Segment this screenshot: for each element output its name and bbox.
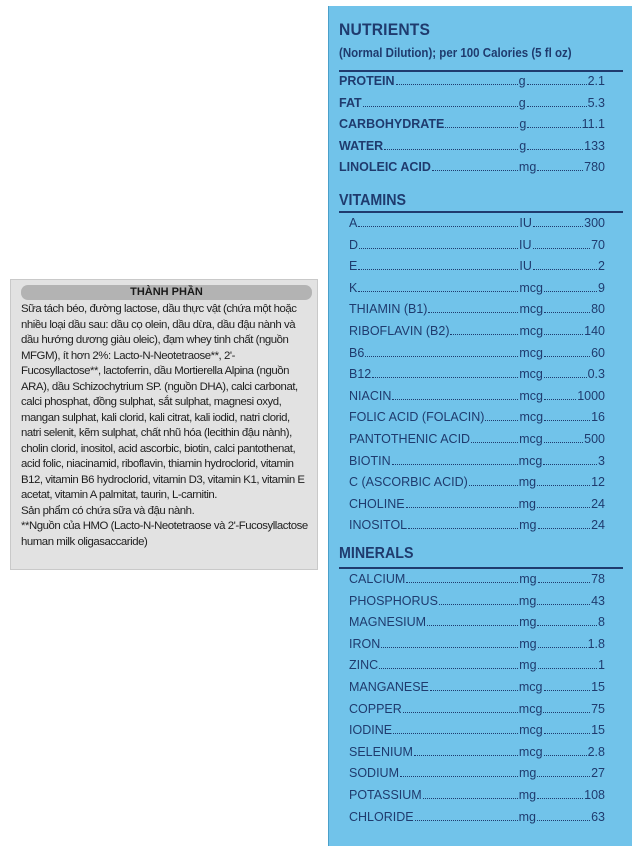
nutrient-row-magnesium: [349, 615, 605, 635]
nutrient-row-calcium: [349, 572, 605, 592]
nutrient-name: MAGNESIUM: [349, 615, 427, 630]
dot-leader: [538, 582, 590, 583]
nutrient-name: CARBOHYDRATE: [339, 117, 445, 131]
nutrient-value: 108: [584, 788, 605, 802]
ingredients-text: Sữa tách béo, đường lactose, dầu thực vật (chứa một hoặc nhiều loại dầu sau: dầu cọ olein, dầu dừa, dầu đậu nành và dầu hướng dương giàu oleic), đạm whey tinh chất (nguồn MFGM), ít hơn 2%: Lacto-N-Neotetraose**, 2'-Fucosyllactose**, lactoferrin, dầu Mortierella Alpina (nguồn ARA), dầu Schizochytrium SP. (nguồn DHA), calci carbonat, calci phosphat, đồng sulphat, sắt sulphat, magnesi oxyd, mangan sulphat, kali clorid, kali citrat, kali iodid, natri clorid, natri selenit, kẽm sulphat, chất nhũ hóa (lecithin đậu nành), cholin clorid, inositol, acid ascorbic, biotin, calci pantothenat, acid folic, niacinamid, riboflavin, thiamin hydroclorid, vitamin B12, vitamin B6 hydroclorid, vitamin D3, vitamin K1, vitamin E acetat, vitamin A palmitat, taurin, L-carnitin.: [21, 303, 305, 501]
nutrient-unit: mcg: [518, 744, 543, 759]
nutrient-name: IODINE: [349, 723, 393, 738]
dot-leader: [471, 442, 518, 443]
nutrient-row-protein: [339, 74, 605, 94]
nutrient-unit: mcg: [519, 324, 544, 338]
nutrient-row-fat: [339, 96, 605, 116]
ingredients-panel: [10, 279, 318, 570]
dot-leader: [527, 106, 587, 107]
nutrient-row-sodium: [349, 766, 605, 786]
nutrient-unit: IU: [519, 237, 532, 252]
nutrient-value: 15: [591, 723, 605, 738]
nutrient-row-inositol: [349, 518, 605, 538]
nutrient-name: IRON: [349, 636, 381, 651]
dot-leader: [537, 507, 590, 508]
nutrient-name: SELENIUM: [349, 744, 413, 759]
nutrient-name: NIACIN: [349, 388, 392, 403]
dot-leader: [537, 625, 597, 626]
nutrient-unit: IU: [519, 259, 532, 274]
nutrient-name: CALCIUM: [349, 572, 406, 586]
nutrient-row-manganese: [349, 680, 605, 700]
nutrient-row-selenium: [349, 745, 605, 765]
nutrient-value: 8: [598, 615, 605, 630]
nutrient-unit: mg: [519, 572, 537, 586]
nutrient-value: 24: [591, 496, 605, 511]
nutrient-value: 2.8: [587, 744, 605, 759]
dot-leader: [406, 507, 518, 508]
dot-leader: [408, 528, 518, 529]
dot-leader: [527, 127, 580, 128]
dot-leader: [450, 334, 518, 335]
dot-leader: [365, 356, 518, 357]
nutrient-name: PROTEIN: [339, 74, 395, 88]
nutrient-value: 2: [598, 259, 605, 274]
nutrient-unit: mcg: [519, 345, 543, 360]
nutrient-name: D: [349, 237, 359, 252]
dot-leader: [392, 399, 518, 400]
minerals-title: MINERALS: [339, 545, 414, 562]
nutrient-name: CHLORIDE: [349, 809, 414, 824]
dot-leader: [533, 248, 591, 249]
nutrient-name: K: [349, 280, 358, 295]
dot-leader: [381, 647, 518, 648]
nutrient-unit: mcg: [518, 453, 543, 468]
nutrient-name: C (ASCORBIC ACID): [349, 475, 468, 490]
nutrient-unit: mg: [519, 658, 537, 673]
hmo-note: **Nguồn của HMO (Lacto-N-Neotetraose và 2'-Fucosyllactose human milk oligasaccaride): [21, 520, 308, 548]
nutrient-row-riboflavin-b2: [349, 324, 605, 344]
nutrient-row-carbohydrate: [339, 117, 605, 137]
dot-leader: [400, 776, 518, 777]
nutrients-title: NUTRIENTS: [339, 20, 431, 39]
nutrient-name: RIBOFLAVIN (B2): [349, 324, 450, 338]
divider: [339, 567, 623, 569]
nutrient-name: WATER: [339, 138, 384, 153]
nutrient-value: 15: [591, 680, 605, 694]
nutrient-name: MANGANESE: [349, 680, 429, 694]
dot-leader: [423, 798, 518, 799]
nutrient-row-linoleic-acid: [339, 160, 605, 180]
dot-leader: [544, 399, 576, 400]
nutrient-row-zinc: [349, 658, 605, 678]
dot-leader: [537, 798, 583, 799]
ingredients-title: THÀNH PHẦN: [21, 285, 312, 300]
dot-leader: [538, 647, 587, 648]
nutrient-value: 1.8: [587, 636, 605, 651]
nutrient-unit: mcg: [518, 680, 543, 694]
allergen-note: Sản phẩm có chứa sữa và đậu nành.: [21, 504, 195, 517]
dot-leader: [538, 528, 591, 529]
nutrient-value: 1000: [577, 388, 605, 403]
nutrient-name: THIAMIN (B1): [349, 302, 428, 317]
nutrient-row-thiamin-b1: [349, 302, 605, 322]
nutrient-value: 70: [591, 237, 605, 252]
nutrient-name: SODIUM: [349, 766, 399, 781]
dot-leader: [358, 226, 518, 227]
nutrient-row-water: [339, 139, 605, 159]
dot-leader: [439, 604, 518, 605]
nutrient-unit: mg: [519, 766, 537, 781]
dot-leader: [544, 755, 587, 756]
divider: [339, 211, 623, 213]
nutrient-unit: mcg: [519, 432, 543, 446]
nutrient-name: PHOSPHORUS: [349, 593, 438, 608]
dot-leader: [544, 291, 597, 292]
dot-leader: [538, 668, 598, 669]
nutrient-value: 2.1: [587, 74, 605, 88]
nutrient-unit: mg: [518, 593, 537, 608]
nutrient-row-choline: [349, 497, 605, 517]
nutrient-unit: mcg: [519, 302, 544, 317]
dot-leader: [544, 420, 590, 421]
nutrient-row-b12: [349, 367, 605, 387]
nutrient-unit: mcg: [519, 410, 544, 425]
dot-leader: [393, 733, 518, 734]
nutrient-name: CHOLINE: [349, 496, 405, 511]
dot-leader: [543, 464, 597, 465]
nutrients-subtitle: (Normal Dilution); per 100 Calories (5 fl oz): [339, 46, 572, 60]
nutrient-value: 78: [591, 572, 605, 586]
nutrient-value: 75: [591, 701, 605, 716]
nutrient-unit: g: [518, 95, 526, 110]
nutrient-row-biotin: [349, 454, 605, 474]
dot-leader: [537, 485, 590, 486]
nutrient-value: 60: [591, 345, 605, 360]
ingredients-body: [11, 302, 317, 550]
dot-leader: [537, 604, 590, 605]
nutrient-value: 43: [591, 593, 605, 608]
nutrient-name: ZINC: [349, 658, 379, 673]
dot-leader: [543, 712, 590, 713]
nutrient-name: BIOTIN: [349, 453, 391, 468]
divider: [339, 70, 623, 72]
nutrient-value: 780: [584, 160, 605, 174]
dot-leader: [379, 668, 518, 669]
nutrient-value: 9: [598, 280, 605, 295]
nutrient-name: INOSITOL: [349, 518, 408, 533]
dot-leader: [544, 356, 590, 357]
nutrient-value: 133: [584, 138, 605, 153]
nutrient-unit: g: [518, 74, 526, 88]
nutrient-name: PANTOTHENIC ACID: [349, 432, 471, 446]
nutrient-row-pantothenic-acid: [349, 432, 605, 452]
dot-leader: [428, 312, 518, 313]
dot-leader: [432, 170, 518, 171]
nutrient-unit: mg: [518, 475, 537, 490]
dot-leader: [427, 625, 518, 626]
dot-leader: [445, 127, 518, 128]
nutrient-value: 12: [591, 475, 605, 490]
dot-leader: [392, 464, 518, 465]
nutrient-value: 3: [598, 453, 605, 468]
dot-leader: [430, 690, 518, 691]
nutrient-unit: mcg: [519, 280, 543, 295]
dot-leader: [384, 149, 518, 150]
dot-leader: [544, 377, 587, 378]
dot-leader: [544, 690, 591, 691]
nutrient-unit: mcg: [519, 367, 543, 382]
nutrient-unit: mg: [518, 788, 537, 802]
nutrient-row-c-ascorbic-acid: [349, 475, 605, 495]
nutrient-row-folic-acid-folacin: [349, 410, 605, 430]
dot-leader: [485, 420, 518, 421]
nutrient-unit: IU: [519, 216, 532, 230]
nutrient-value: 500: [584, 432, 605, 446]
nutrient-name: COPPER: [349, 701, 402, 716]
nutrient-row-phosphorus: [349, 594, 605, 614]
nutrient-row-potassium: [349, 788, 605, 808]
nutrient-name: LINOLEIC ACID: [339, 160, 431, 174]
nutrient-row-b6: [349, 346, 605, 366]
dot-leader: [396, 84, 518, 85]
nutrient-row-iodine: [349, 723, 605, 743]
nutrient-value: 5.3: [587, 95, 605, 110]
nutrient-row-k: [349, 281, 605, 301]
nutrient-unit: mg: [518, 160, 537, 174]
dot-leader: [537, 170, 583, 171]
nutrient-name: E: [349, 259, 358, 274]
nutrient-row-iron: [349, 637, 605, 657]
nutrient-value: 11.1: [581, 117, 605, 131]
nutrition-panel: [328, 6, 632, 846]
dot-leader: [372, 377, 518, 378]
nutrient-unit: g: [519, 117, 527, 131]
nutrient-value: 1: [598, 658, 605, 673]
nutrient-name: POTASSIUM: [349, 788, 422, 802]
dot-leader: [533, 269, 597, 270]
nutrient-value: 24: [591, 518, 605, 533]
dot-leader: [358, 269, 518, 270]
nutrient-row-d: [349, 238, 605, 258]
nutrient-unit: mcg: [519, 723, 543, 738]
dot-leader: [414, 755, 518, 756]
nutrient-name: FAT: [339, 95, 362, 110]
nutrient-row-copper: [349, 702, 605, 722]
nutrient-value: 63: [591, 809, 605, 824]
dot-leader: [537, 820, 590, 821]
dot-leader: [359, 248, 518, 249]
nutrient-name: A: [349, 216, 358, 230]
nutrient-value: 300: [584, 216, 605, 230]
dot-leader: [469, 485, 518, 486]
nutrient-value: 0.3: [587, 367, 605, 382]
nutrient-row-niacin: [349, 389, 605, 409]
nutrient-unit: mcg: [519, 388, 543, 403]
nutrient-row-e: [349, 259, 605, 279]
nutrient-unit: mg: [518, 809, 536, 824]
nutrient-name: B12: [349, 367, 372, 382]
dot-leader: [358, 291, 518, 292]
dot-leader: [363, 106, 518, 107]
dot-leader: [544, 334, 583, 335]
vitamins-title: VITAMINS: [339, 192, 407, 209]
nutrient-value: 27: [591, 766, 605, 781]
nutrient-unit: mcg: [518, 701, 543, 716]
nutrient-value: 80: [591, 302, 605, 317]
dot-leader: [415, 820, 518, 821]
nutrient-value: 16: [591, 410, 605, 425]
dot-leader: [527, 84, 587, 85]
dot-leader: [544, 442, 583, 443]
nutrient-row-chloride: [349, 810, 605, 830]
nutrient-unit: g: [519, 138, 527, 153]
nutrient-row-a: [349, 216, 605, 236]
dot-leader: [533, 226, 583, 227]
dot-leader: [544, 312, 590, 313]
dot-leader: [403, 712, 518, 713]
nutrient-unit: mg: [519, 615, 537, 630]
nutrient-unit: mg: [518, 496, 536, 511]
nutrient-unit: mg: [519, 518, 537, 533]
dot-leader: [537, 776, 590, 777]
dot-leader: [527, 149, 583, 150]
nutrient-value: 140: [584, 324, 605, 338]
dot-leader: [406, 582, 518, 583]
nutrient-name: FOLIC ACID (FOLACIN): [349, 410, 485, 425]
dot-leader: [544, 733, 590, 734]
nutrient-unit: mg: [519, 636, 537, 651]
nutrient-name: B6: [349, 345, 365, 360]
